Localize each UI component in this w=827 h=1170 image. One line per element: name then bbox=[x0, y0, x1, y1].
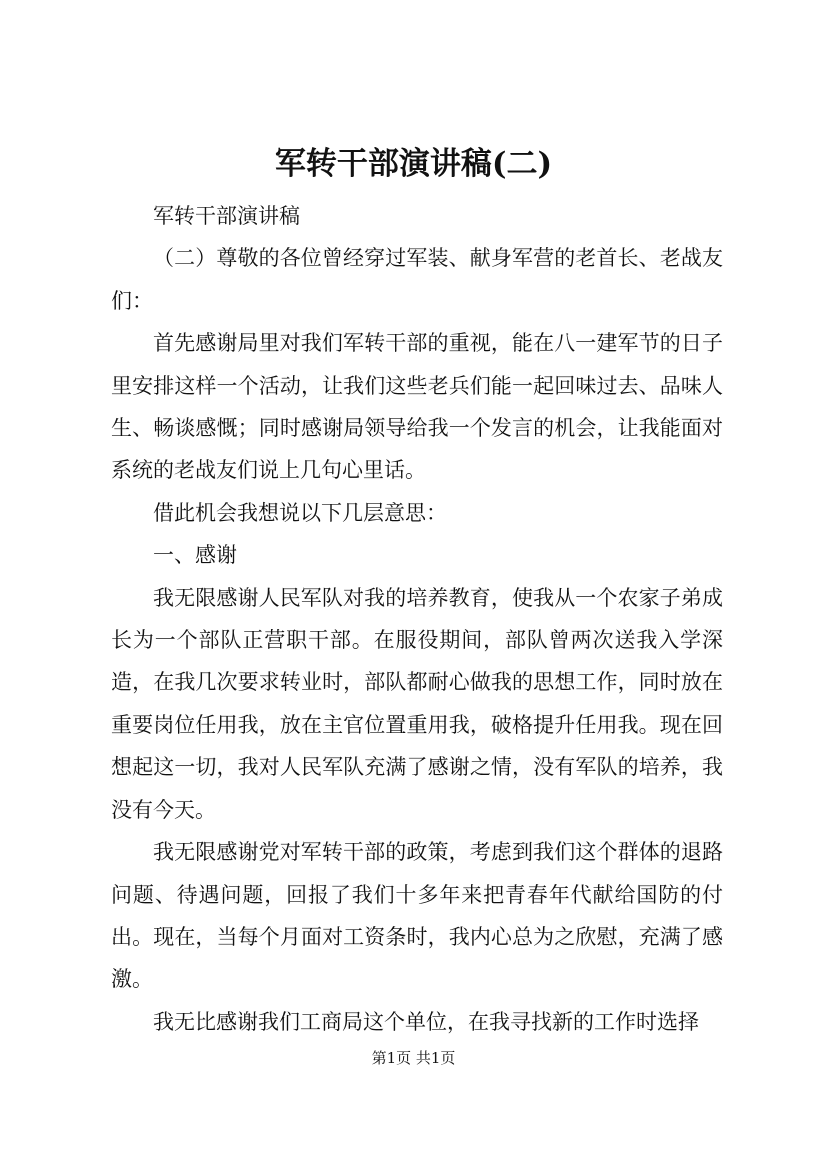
paragraph: 我无限感谢党对军转干部的政策，考虑到我们这个群体的退路问题、待遇问题，回报了我们十多年来把青春年代献给国防的付出。现在，当每个月面对工资条时，我内心总为之欣慰，充满了感激。 bbox=[111, 840, 723, 992]
paragraph: （二）尊敬的各位曾经穿过军装、献身军营的老首长、老战友们： bbox=[111, 246, 723, 313]
page-title: 军转干部演讲稿(二) bbox=[274, 146, 553, 182]
paragraph: 我无比感谢我们工商局这个单位，在我寻找新的工作时选择 bbox=[153, 1009, 699, 1034]
paragraph: 借此机会我想说以下几层意思： bbox=[153, 500, 447, 525]
page-footer: 第1页 共1页 bbox=[371, 1049, 456, 1067]
document-body bbox=[111, 195, 723, 1043]
paragraph: 一、感谢 bbox=[153, 543, 237, 568]
paragraph: 首先感谢局里对我们军转干部的重视，能在八一建军节的日子里安排这样一个活动，让我们这些老兵们能一起回味过去、品味人生、畅谈感慨；同时感谢局领导给我一个发言的机会，让我能面对系统的老战友们说上几句心里话。 bbox=[111, 331, 723, 483]
paragraph: 我无限感谢人民军队对我的培养教育，使我从一个农家子弟成长为一个部队正营职干部。在服役期间，部队曾两次送我入学深造，在我几次要求转业时，部队都耐心做我的思想工作，同时放在重要岗位任用我，放在主官位置重用我，破格提升任用我。现在回想起这一切，我对人民军队充满了感谢之情，没有军队的培养，我没有今天。 bbox=[111, 585, 723, 822]
paragraph: 军转干部演讲稿 bbox=[153, 204, 300, 228]
